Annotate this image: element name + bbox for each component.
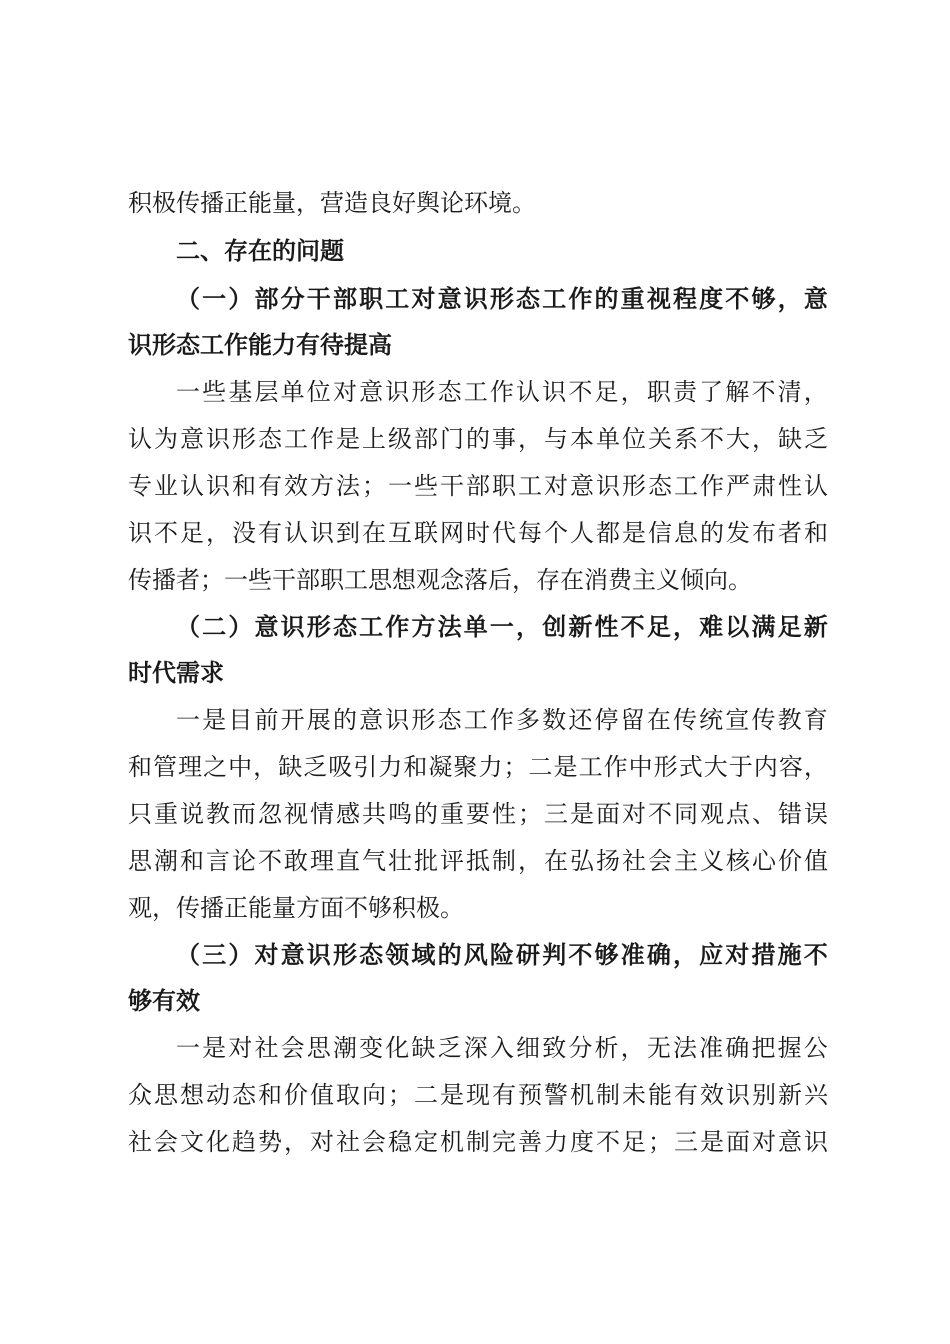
subheading-line: （ 二 ） 意 识 形 态 工 作 方 法 单 一 ， 创 新 性 不 足 ， 难 以 满 足 新	[176, 612, 828, 641]
subheading-line: （ 三 ） 对 意 识 形 态 领 域 的 风 险 研 判 不 够 准 确 ， 应 对 措 施 不	[176, 940, 828, 969]
subheading-line: 时代需求	[128, 658, 224, 687]
paragraph-line: 和 管 理 之 中 ， 缺 乏 吸 引 力 和 凝 聚 力 ； 二 是 工 作 中 形 式 大 于 内 容 ，	[128, 753, 828, 781]
paragraph-line: 识 不 足 ， 没 有 认 识 到 在 互 联 网 时 代 每 个 人 都 是 信 息 的 发 布 者 和	[128, 519, 828, 547]
paragraph-line: 众 思 想 动 态 和 价 值 取 向 ； 二 是 现 有 预 警 机 制 未 能 有 效 识 别 新 兴	[128, 1081, 828, 1109]
paragraph-line: 传播者；一些干部职工思想观念落后，存在消费主义倾向。	[128, 566, 752, 594]
paragraph-line: 社 会 文 化 趋 势 ， 对 社 会 稳 定 机 制 完 善 力 度 不 足 ； 三 是 面 对 意 识	[128, 1128, 828, 1156]
paragraph-line: 一 是 目 前 开 展 的 意 识 形 态 工 作 多 数 还 停 留 在 传 统 宣 传 教 育	[176, 706, 828, 734]
paragraph-line: 一 是 对 社 会 思 潮 变 化 缺 乏 深 入 细 致 分 析 ， 无 法 准 确 把 握 公	[176, 1034, 828, 1062]
paragraph-line: 思 潮 和 言 论 不 敢 理 直 气 壮 批 评 抵 制 ， 在 弘 扬 社 会 主 义 核 心 价 值	[128, 847, 828, 875]
paragraph-line: 积极传播正能量，营造良好舆论环境。	[128, 189, 536, 217]
paragraph-line: 一 些 基 层 单 位 对 意 识 形 态 工 作 认 识 不 足 ， 职 责 了 解 不 清 ，	[176, 378, 828, 406]
paragraph-line: 专 业 认 识 和 有 效 方 法 ； 一 些 干 部 职 工 对 意 识 形 态 工 作 严 肃 性 认	[128, 472, 828, 500]
subheading-line: （ 一 ） 部 分 干 部 职 工 对 意 识 形 态 工 作 的 重 视 程 度 不 够 ， 意	[176, 284, 828, 313]
paragraph-line: 观，传播正能量方面不够积极。	[128, 894, 464, 922]
section-heading: 二、存在的问题	[176, 237, 344, 265]
subheading-line: 够有效	[128, 986, 200, 1015]
paragraph-line: 只 重 说 教 而 忽 视 情 感 共 鸣 的 重 要 性 ； 三 是 面 对 不 同 观 点 、 错 误	[128, 800, 828, 828]
paragraph-line: 认 为 意 识 形 态 工 作 是 上 级 部 门 的 事 ， 与 本 单 位 关 系 不 大 ， 缺 乏	[128, 425, 828, 453]
subheading-line: 识形态工作能力有待提高	[128, 330, 392, 359]
